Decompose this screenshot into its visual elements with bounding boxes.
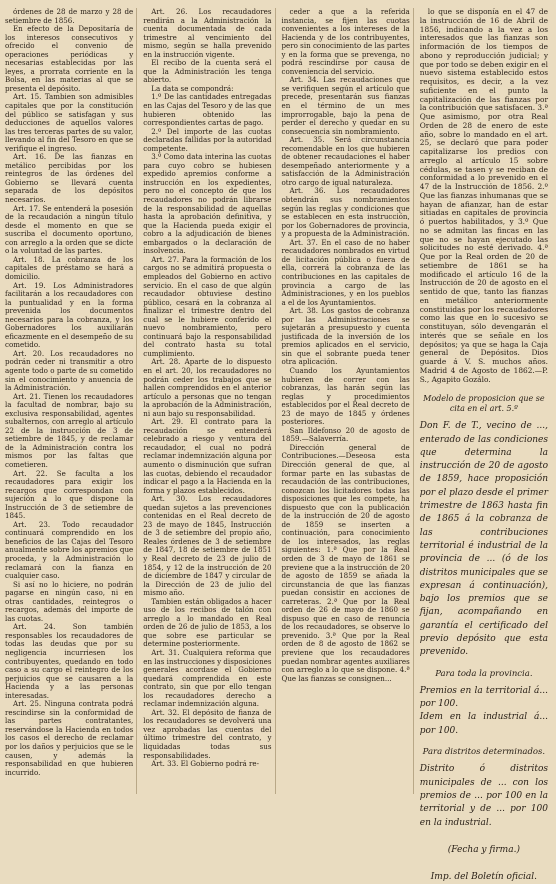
paragraph: Art. 36. Los recaudadores obtendrán sus nombramientos según las reglas y condiciones que se establecen en esta instrucción, por los Gobernadores de provincia, y a propuesta de la Administración. [281,186,410,239]
paragraph: Art. 34. Las recaudaciones que se verifiquen según el artículo que precede, presentarán sus fianzas en el término de un mes improrrogable, bajo la pena de perder el derecho y quedar en su consecuencia sin nombramiento. [281,75,410,136]
paragraph: ceder a que a la referida instancia, se fijen las cuotas convenientes a los intereses de la Hacienda y de los contribuyentes, pero sin conocimiento de las partes y en la forma que se prevenga, no podrá rescindirse por causa de conveniencia del servicio. [281,7,410,76]
proposal-form [420,420,548,884]
province-line-territorial: Premios en la territorial á... por 100. [419,685,548,710]
paragraph: Art. 32. El depósito de fianza de los recaudadores se devolverá una vez aprobadas las cuentas del último trimestre del contrato, y liquidadas todas sus responsabilidades. [143,707,272,760]
paragraph: 2.º Del importe de las cuotas declaradas fallidas por la autoridad competente. [143,126,272,153]
paragraph: Art. 26. Los recaudadores rendirán a la Administración la cuenta documentada de cada trimestre al vencimiento del mismo, según se halla prevenido en la instrucción vigente. [143,7,272,59]
paragraph: Art. 33. El Gobierno podrá re- [151,759,260,769]
paragraph: Art. 16. De las fianzas en metálico percibidas por los reintegros de las órdenes del Gobierno se llevará cuenta separada de los depósitos necesarios. [5,152,134,205]
paragraph: Art. 23. Todo recaudador continuará comprendido en los beneficios de las Cajas del Tesoro anualmente sobre los apremios que proceda, y la Administración lo reclamará con la fianza en cualquier caso. [5,519,134,581]
paragraph: San Ildefonso 20 de agosto de 1859.—Salaverría. [281,425,410,444]
paragraph: Art. 25. Ninguna contrata podrá rescindirse sin la conformidad de las partes contratantes, reservándose la Hacienda en todos los casos el derecho de reclamar por los daños y perjuicios que se le causen, y además la responsabilidad en que hubieren incurrido. [5,699,134,777]
province-heading: Para toda la provincia. [435,668,533,679]
column-3 [282,8,414,794]
paragraph: Art. 38. Los gastos de cobranza por las Administraciones se sujetarán a presupuesto y cuenta justificada de la inversión de los premios aplicados en el servicio, sin que el sobrante pueda tener otra aplicación. [281,306,410,367]
circular-ending: lo que se disponía en el 47 de la instrucción de 16 de Abril de 1856, indicando a la vez a los interesados que las fianzas son información de los tiempos de abono y reproducción judicial; y que por todo se deben exigir en el nuevo sistema establecido estos requisitos, es decir, a la vez suficiente en el punto la capitalización de las fianzas por la contribución que satisfacen. 3.ª Que asimismo, por otra Real Orden de 28 de enero de este año, sobre lo mandado en el art. 25, se declaró que para poder capitalizarse los predios con arreglo al artículo 15 sobre cédulas, se tasen y se reciban de conformidad a lo prevenido en el 47 de la Instrucción de 1856. 2.º Que las fianzas inhumanas que se hayan de afianzar, han de estar sitiadas en capitales de provincia ó puertos habilitados, y 3.º Que no se admitan las fincas en las que no se hayan ejecutado las solicitudes no esté derivado. 4.ª Que por la Real orden de 20 de setiembre de 1861 se ha modificado el artículo 16 de la Instrucción de 20 de agosto en el sentido de que, tanto las fianzas en metálico anteriormente constituidas por los recaudadores como las que en lo sucesivo se constituyan, sólo devengarán el interés que se señale en los depósitos; ya que se haga la Caja general de Depósitos. Dios guarde á V. S. muchos años. Madrid 4 de Agosto de 1862.—P. S., Agapito Gozálo. [419,7,548,384]
province-line-industrial: Idem en la industrial á... por 100. [419,712,548,736]
paragraph: Tambien están obligados a hacer uso de los recibos de talón con arreglo a lo mandado en Real orden de 26 de julio de 1853, a los que sobre ese particular se determine posteriormente. [143,596,272,649]
paragraph: Art. 29. El contrato para la recaudación se entenderá celebrado a riesgo y ventura del recaudador, el cual no podrá reclamar indemnización alguna por aumento o disminución que sufran las cuotas, debiendo el recaudador indicar el pago a la Hacienda en la forma y plazos establecidos. [143,417,272,495]
paragraph: Art. 30. Los recaudadores quedan sujetos a las prevenciones contenidas en el Real decreto de 23 de mayo de 1845, Instrucción de 3 de setiembre del propio año, Reales órdenes de 3 de setiembre de 1847, 18 de setiembre de 1851 y Real decreto de 23 de julio de 1854, y 12 de la instrucción de 20 de diciembre de 1847 y circular de la Dirección de 23 de julio del mismo año. [143,494,272,598]
printer-line: Imp. del Boletín oficial. [430,872,537,883]
paragraph: Art. 28. Aparte de lo dispuesto en el art. 20, los recaudadores no podrán ceder los trabajos que se hallen comprendidos en el anterior artículo a personas que no tengan la aprobación de la Administración, ni aun bajo su responsabilidad. [143,357,272,418]
paragraph: 3.º Como data interina las cuotas para cuyo cobro se hubiesen expedido apremios conforme a instrucción en los expedientes, pero no el concepto de que los recaudadores no podrán librarse de la responsabilidad de aquellas hasta la aprobación definitiva, y que la Hacienda pueda exigir el cobro a la adjudicación de bienes embargados o la declaración de insolvencia. [143,152,272,256]
column-2 [143,8,275,794]
paragraph: Art. 17. Se entenderá la posesión de la recaudación a ningún título desde el momento en que se suscriba el documento oportuno, con arreglo a la orden que se dicte o la voluntad de las partes. [5,203,134,256]
column-4 [419,7,551,883]
paragraph: En efecto de la Depositaría de los interesos consecutivos y ofrecido el convenio de operaciones periódicas y necesarias establecidas por las leyes, a prorrata corriente en la Bolsa, en las materias al que se presenta el depósito. [5,24,134,93]
paragraph: Art. 22. Se faculta a los recaudadores para exigir los recargos que correspondan con sujeción a lo que dispone la Instrucción de 3 de setiembre de 1845. [5,468,134,521]
proposal-body: Don F. de T., vecino de ..., enterado de las condiciones que determina la instrucción de 20 de agosto de 1859, hace proposición por el plazo desde el primer trimestre de 1863 hasta fin de 1865 á la cobranza de las contribuciones territorial é industrial de la provincia de ... (ó de los distritos municipales que se expresan á continuación), bajo los premios que se fijan, acompañando en garantía el certificado del previo depósito que esta prevenido. [419,421,549,658]
paragraph: Cuando los Ayuntamientos hubieren de correr con las cobranzas, las harán según las reglas y procedimientos establecidos por el Real decreto de 23 de mayo de 1845 y órdenes posteriores. [281,365,410,427]
paragraph: Si así no lo hiciere, no podrán pagarse en ningún caso, ni en otras cantidades, reintegros o recargos, además del importe de las cuotas. [5,579,134,623]
paragraph: órdenes de 28 de marzo y 28 de setiembre de 1856. [5,7,134,25]
paragraph: 1.º De las cantidades entregadas en las Cajas del Tesoro y de las que hubieren obtenido las correspondientes cartas de pago. [143,92,272,128]
paragraph: Art. 21. Tienen los recaudadores la facultad de nombrar, bajo su exclusiva responsabilidad, agentes subalternos, con arreglo al artículo 22 de la instrucción de 3 de setiembre de 1845, y de reclamar de la Administración contra los mismos por las faltas que cometieren. [5,391,134,469]
paragraph: Dirección general de Contribuciones.—Deseosa esta Dirección general de que, al formar parte en las subastas de recaudación de las contribuciones, conozcan los licitadores todas las disposiciones que les compete, ha dispuesto que con la publicación de la instrucción de 20 de agosto de 1859 se inserten a continuación, para conocimiento de los interesados, las reglas siguientes: 1.ª Que por la Real orden de 3 de mayo de 1861 se previene que a la instrucción de 20 de agosto de 1859 se añada la circunstancia de que las fianzas puedan consistir en acciones de carreteras. 2.ª Que por la Real orden de 26 de mayo de 1860 se dispuso que en caso de renuncia de los recaudadores, se observe lo prevenido. 3.ª Que por la Real orden de 8 de agosto de 1862 se previene que los recaudadores puedan nombrar agentes auxiliares con arreglo a lo que se dispone. 4.ª Que las fianzas se consignen... [281,442,410,683]
paragraph: Art. 35. Será circunstancia recomendable en los que hubieren de obtener recaudaciones el haber desempeñado anteriormente y a satisfacción de la Administración otro cargo de igual naturaleza. [281,135,410,187]
paragraph: Art. 15. Tambien son admisibles capitales que por la constitución del público se satisfagan y sus deducciones de aquellos valores las tres terceras partes de su valor, llevando al fin del Tesoro en que se verifique el ingreso. [5,92,134,153]
column-1 [5,8,137,794]
districts-text: Distrito ó distritos municipales de ... con los premios de ... por 100 en la territorial y de ... por 100 en la industrial. [419,764,548,828]
paragraph: Art. 19. Los Administradores facilitarán a los recaudadores con la puntualidad y en la forma prevenida los documentos necesarios para la cobranza, y los Gobernadores los auxiliarán eficazmente en el desempeño de su cometido. [5,280,134,350]
paragraph: Art. 37. En el caso de no haber recaudadores nombrados en virtud de licitación pública o fuera de ella, correrá la cobranza de las contribuciones en las capitales de provincia a cargo de las Administraciones, y en los pueblos a el de los Ayuntamientos. [281,237,410,307]
paragraph: Art. 20. Los recaudadores no podrán ceder ni transmitir a otro agente todo o parte de su cometido sin el conocimiento y anuencia de la Administración. [5,348,134,393]
paragraph: La data se compondrá: [151,83,234,93]
paragraph: Art. 24. Son también responsables los recaudadores de todas las deudas que por su negligencia incurriesen los contribuyentes, quedando en todo caso a su cargo el reintegro de los perjuicios que se causaren a la Hacienda y a las personas interesadas. [5,622,134,700]
text-columns [5,7,551,883]
paragraph: Art. 18. La cobranza de los capitales de préstamo se hará a domicilio. [5,254,134,281]
date-signature: (Fecha y firma.) [447,844,520,855]
paragraph: El recibo de la cuenta será el que la Administración les tenga abierto. [143,58,272,85]
districts-heading: Para distritos determinados. [422,747,546,758]
model-title: Modelo de proposicion que se cita en el art. 5.º [423,394,545,414]
paragraph: Art. 27. Para la formación de los cargos no se admitirá propuesta o empleados del Gobierno en activo servicio. En el caso de que algún recaudador obtuviese destino público, cesará en la cobranza al finalizar el trimestre dentro del cual se le hubiere conferido el nuevo nombramiento, pero continuará bajo la responsabilidad del contrato hasta su total cumplimiento. [143,254,272,358]
paragraph: Art. 31. Cualquiera reforma que en las instrucciones y disposiciones generales acordase el Gobierno quedará comprendida en este contrato, sin que por ello tengan los recaudadores derecho a reclamar indemnización alguna. [143,648,272,709]
